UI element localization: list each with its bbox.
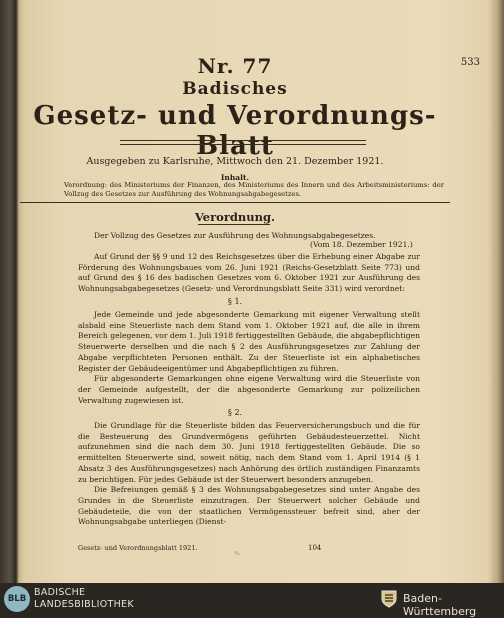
library-stamp-mark: ✎: [232, 548, 242, 559]
title-line-1: Badisches: [182, 79, 288, 99]
library-name[interactable]: BADISCHE LANDESBIBLIOTHEK: [34, 587, 134, 610]
title-rule-top: [120, 140, 366, 141]
section-2-heading: § 2.: [227, 408, 243, 417]
ordinance-title-underline: [198, 224, 270, 225]
section-1-body: Jede Gemeinde und jede abgesonderte Gemarkung mit eigener Verwaltung stellt alsbald eine Steuerliste nach dem Stand vom 1. Oktober 1921 auf, die alle in ihrem Bereich gelegenen, vor dem 1. Juli 1918 fertiggestellten Gebäude, die abgabepflichtigen Steuerwerte derselben und die nach § 2 des Ausführungsgesetzes zur Zahlung der Abgabe verpflichteten Personen enthält. Zu der Steuerliste ist ein alphabetisches Register der Gebäudeeigentümer und Abgabepflichtigen zu führen. Für abgesonderte Gemarkungen ohne eigene Verwaltung wird die Steuerliste von der Gemeinde aufgestellt, der die abgesonderte Gemarkung zur polizeilichen Verwaltung zugewiesen ist.: [78, 310, 420, 405]
ordinance-subject: Der Vollzug des Gesetzes zur Ausführung des Wohnungsabgabegesetzes.: [94, 231, 376, 240]
coat-of-arms-icon: [380, 589, 398, 609]
bottom-branding-bar: [0, 583, 504, 618]
state-name[interactable]: Baden-Württemberg: [403, 592, 477, 618]
footer-publication: Gesetz- und Verordnungsblatt 1921.: [78, 544, 198, 552]
section-2-body: Die Grundlage für die Steuerliste bilden das Feuerversicherungsbuch und die für die Besteuerung des Grundvermögens geführten Gebäudesteuerzettel. Nicht aufzunehmen sind die nach dem 30. Juni 1918 fertiggestellten Gebäude. Die so ermittelten Steuerwerte sind, soweit nötig, nach dem Stand vom 1. April 1914 (§ 1 Absatz 3 des Ausführungsgesetzes) nach Anhörung des örtlich zuständigen Finanzamts zu berichtigen. Für jedes Gebäude ist der Steuerwert besonders anzugeben. Die Befreiungen gemäß § 3 des Wohnungsabgabegesetzes sind unter Angabe des Grundes in die Steuerliste einzutragen. Der Steuerwert solcher Gebäude und Gebäudeteile, die von der staatlichen Vermögenssteuer befreit sind, aber der Wohnungsabgabe unterliegen (Dienst-: [78, 421, 420, 527]
title-line-2: Gesetz- und Verordnungs-Blatt: [33, 101, 437, 161]
document-page: [20, 16, 500, 576]
section-1-heading: § 1.: [227, 297, 243, 306]
page-number: 533: [460, 57, 480, 68]
ordinance-title: Verordnung.: [194, 210, 276, 224]
issue-number: Nr. 77: [197, 54, 273, 78]
footer-sheet-number: 104: [308, 544, 322, 552]
contents-heading: Inhalt.: [220, 173, 250, 182]
ordinance-date: (Vom 18. Dezember 1921.): [310, 240, 413, 249]
contents-text: Verordnung: des Ministeriums der Finanzen, des Ministeriums des Innern und des Arbeitsministeriums: der Vollzug des Gesetzes zur Ausführung des Wohnungsabgabegesetzes.: [64, 181, 444, 198]
contents-divider: [20, 202, 450, 203]
intro-paragraph: Auf Grund der §§ 9 und 12 des Reichsgesetzes über die Erhebung einer Abgabe zur Förderung des Wohnungsbaues vom 26. Juni 1921 (Reichs-Gesetzblatt Seite 773) und auf Grund des § 16 des badischen Gesetzes vom 6. Oktober 1921 zur Ausführung des Wohnungsabgabegesetzes (Gesetz- und Verordnungsblatt Seite 331) wird verordnet:: [78, 252, 420, 294]
blb-logo[interactable]: BLB: [4, 586, 30, 612]
issue-date-line: Ausgegeben zu Karlsruhe, Mittwoch den 21. Dezember 1921.: [86, 156, 384, 167]
title-rule-bottom: [120, 144, 366, 145]
